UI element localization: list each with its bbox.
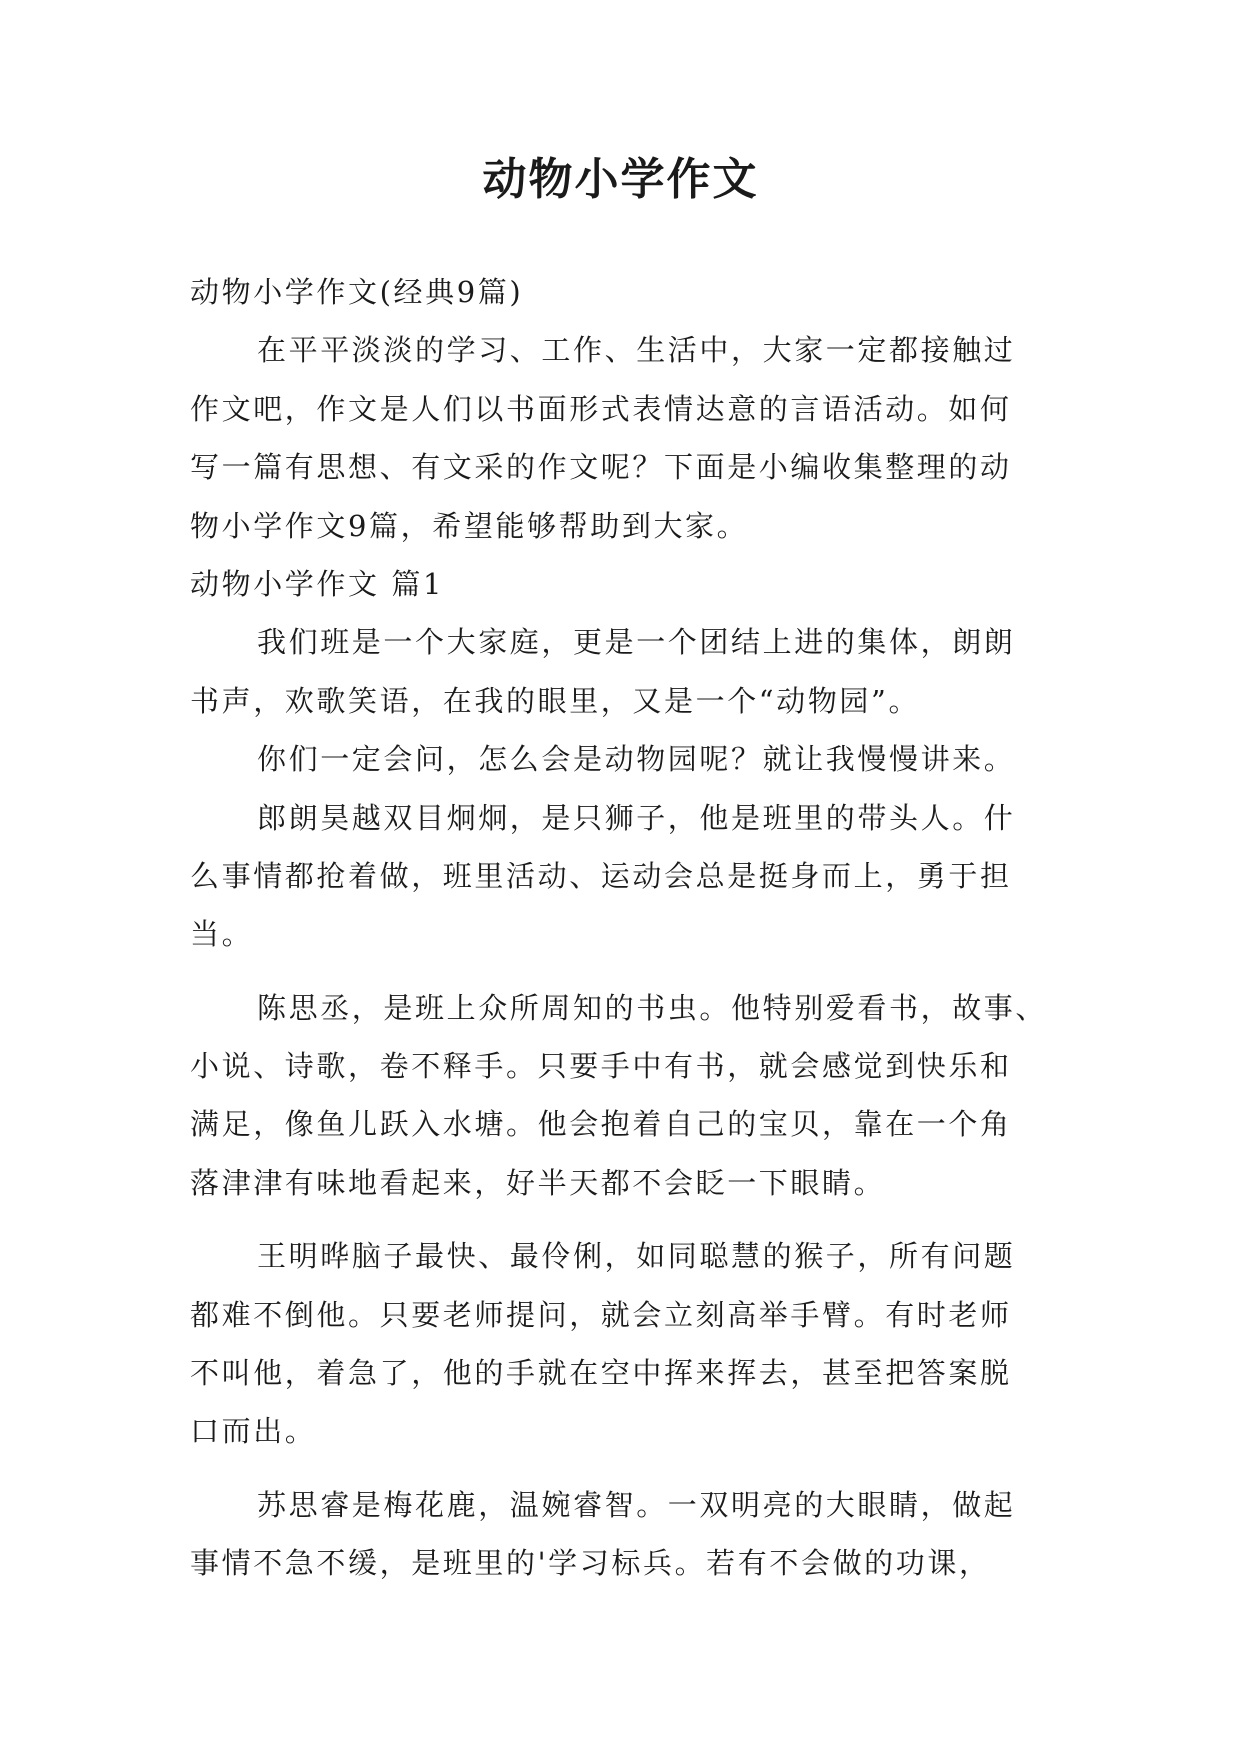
text-line: 口而出。 [190, 1414, 317, 1449]
text-line: 书声，欢歌笑语，在我的眼里，又是一个“动物园”。 [190, 683, 921, 718]
text-line: 你们一定会问，怎么会是动物园呢？就让我慢慢讲来。 [257, 742, 1016, 777]
paragraph-gap [190, 964, 1070, 979]
text-line: 陈思丞，是班上众所周知的书虫。他特别爱看书，故事、 [257, 990, 1048, 1025]
document-body [190, 263, 1070, 1593]
text-line: 么事情都抢着做，班里活动、运动会总是挺身而上，勇于担 [190, 858, 1012, 893]
document-title: 动物小学作文 [482, 154, 759, 205]
text-line: 苏思睿是梅花鹿，温婉睿智。一双明亮的大眼睛，做起 [257, 1487, 1016, 1522]
text-line: 王明晔脑子最快、最伶俐，如同聪慧的猴子，所有问题 [257, 1239, 1016, 1274]
text-line: 都难不倒他。只要老师提问，就会立刻高举手臂。有时老师 [190, 1297, 1012, 1332]
paragraph-gap [190, 1461, 1070, 1476]
text-line: 写一篇有思想、有文采的作文呢？下面是小编收集整理的动 [190, 450, 1012, 485]
text-line: 不叫他，着急了，他的手就在空中挥来挥去，甚至把答案脱 [190, 1356, 1012, 1391]
text-line: 我们班是一个大家庭，更是一个团结上进的集体，朗朗 [257, 625, 1016, 660]
text-line: 物小学作文9篇，希望能够帮助到大家。 [190, 508, 749, 543]
text-line: 动物小学作文 篇1 [190, 566, 445, 601]
text-line: 动物小学作文(经典9篇) [190, 275, 524, 309]
text-line: 郎朗昊越双目炯炯，是只狮子，他是班里的带头人。什 [257, 800, 1016, 835]
text-line: 当。 [190, 917, 254, 952]
text-line: 落津津有味地看起来，好半天都不会眨一下眼睛。 [190, 1165, 886, 1200]
paragraph-gap [190, 1212, 1070, 1227]
text-line: 事情不急不缓，是班里的'学习标兵。若有不会做的功课， [190, 1546, 991, 1581]
text-line: 在平平淡淡的学习、工作、生活中，大家一定都接触过 [257, 333, 1016, 368]
text-line: 小说、诗歌，卷不释手。只要手中有书，就会感觉到快乐和 [190, 1049, 1012, 1084]
text-line: 作文吧，作文是人们以书面形式表情达意的言语活动。如何 [190, 391, 1012, 426]
text-line: 满足，像鱼儿跃入水塘。他会抱着自己的宝贝，靠在一个角 [190, 1107, 1012, 1142]
